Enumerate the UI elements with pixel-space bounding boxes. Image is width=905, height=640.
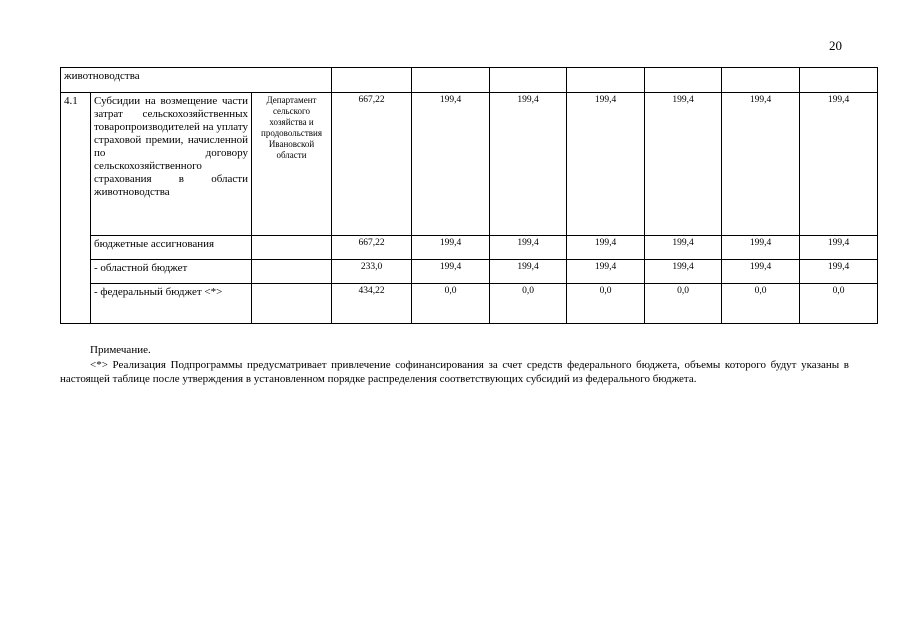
value-cell: 0,0	[490, 284, 567, 324]
value-cell: 199,4	[490, 260, 567, 284]
table-row	[61, 93, 878, 236]
row-label: - областной бюджет	[91, 260, 252, 284]
table-cell	[645, 68, 722, 93]
value-cell: 199,4	[645, 236, 722, 260]
note-section	[60, 343, 849, 387]
table-cell	[332, 68, 412, 93]
table-cell	[800, 68, 878, 93]
table-row	[61, 236, 878, 260]
table-row	[61, 68, 878, 93]
top-row-label: животноводства	[61, 68, 332, 93]
value-cell: 667,22	[332, 93, 412, 236]
value-cell: 199,4	[722, 93, 800, 236]
item-number: 4.1	[61, 93, 91, 324]
value-cell: 0,0	[645, 284, 722, 324]
item-description: Субсидии на возмещение части затрат сельскохозяйственных товаропроизводителей на уплату страховой премии, начисленной по договору сельскохозяйственного страхования в области животноводства	[91, 93, 252, 236]
value-cell: 199,4	[567, 236, 645, 260]
value-cell: 0,0	[412, 284, 490, 324]
value-cell: 199,4	[412, 93, 490, 236]
value-cell: 199,4	[722, 236, 800, 260]
table-cell	[722, 68, 800, 93]
value-cell: 199,4	[412, 236, 490, 260]
value-cell: 199,4	[722, 260, 800, 284]
item-department: Департамент сельского хозяйства и продовольствия Ивановской области	[252, 93, 332, 236]
value-cell: 199,4	[567, 260, 645, 284]
table-cell	[567, 68, 645, 93]
value-cell: 434,22	[332, 284, 412, 324]
value-cell: 199,4	[800, 236, 878, 260]
value-cell: 199,4	[490, 236, 567, 260]
note-text: <*> Реализация Подпрограммы предусматривает привлечение софинансирования за счет средств федерального бюджета, объемы которого будут указаны в настоящей таблице после утверждения в установленном порядке распределения соответствующих субсидий из федерального бюджета.	[60, 358, 849, 385]
table-cell	[252, 236, 332, 260]
table-row	[61, 260, 878, 284]
value-cell: 0,0	[567, 284, 645, 324]
value-cell: 199,4	[412, 260, 490, 284]
value-cell: 199,4	[645, 260, 722, 284]
value-cell: 199,4	[800, 93, 878, 236]
page-number: 20	[829, 38, 842, 53]
table-cell	[252, 284, 332, 324]
row-label: бюджетные ассигнования	[91, 236, 252, 260]
budget-table	[60, 67, 878, 324]
table-cell	[252, 260, 332, 284]
value-cell: 199,4	[490, 93, 567, 236]
value-cell: 199,4	[800, 260, 878, 284]
note-heading: Примечание.	[90, 344, 151, 356]
value-cell: 0,0	[800, 284, 878, 324]
table-cell	[412, 68, 490, 93]
value-cell: 199,4	[645, 93, 722, 236]
row-label: - федеральный бюджет <*>	[91, 284, 252, 324]
table-cell	[490, 68, 567, 93]
value-cell: 233,0	[332, 260, 412, 284]
value-cell: 199,4	[567, 93, 645, 236]
value-cell: 0,0	[722, 284, 800, 324]
value-cell: 667,22	[332, 236, 412, 260]
table-row	[61, 284, 878, 324]
